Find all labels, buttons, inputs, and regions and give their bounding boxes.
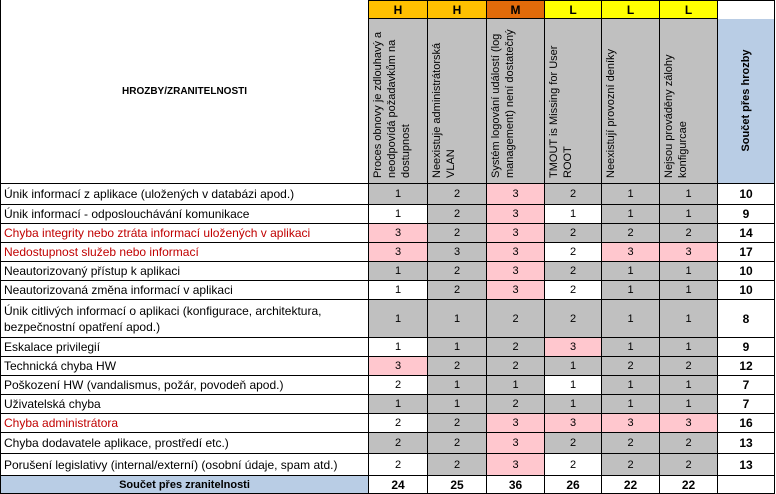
threat-row-2-sum: 9 bbox=[718, 205, 775, 224]
value-r3-c1: 3 bbox=[369, 224, 428, 243]
sum-over-vulnerabilities-label: Součet přes zranitelnosti bbox=[0, 476, 369, 494]
value-r7-c5: 1 bbox=[602, 300, 660, 338]
value-r9-c3: 2 bbox=[487, 357, 545, 376]
vulnerability-sum-3: 36 bbox=[487, 476, 545, 494]
threat-row-11-name: Uživatelská chyba bbox=[0, 395, 369, 414]
value-r11-c4: 1 bbox=[545, 395, 602, 414]
value-r2-c3: 3 bbox=[487, 205, 545, 224]
value-r6-c3: 3 bbox=[487, 281, 545, 300]
vulnerability-label-3: Systém logování událostí (log management) není dostatečný bbox=[490, 29, 516, 178]
threat-row-8-name: Eskalace privilegií bbox=[0, 338, 369, 357]
vulnerability-rating-2: H bbox=[428, 0, 487, 19]
value-r7-c2: 1 bbox=[428, 300, 487, 338]
value-r6-c6: 1 bbox=[660, 281, 718, 300]
vulnerability-sum-5: 22 bbox=[602, 476, 660, 494]
value-r14-c5: 2 bbox=[602, 454, 660, 476]
value-r6-c2: 2 bbox=[428, 281, 487, 300]
value-r8-c4: 3 bbox=[545, 338, 602, 357]
threat-row-12-sum: 16 bbox=[718, 414, 775, 433]
value-r1-c6: 1 bbox=[660, 184, 718, 205]
value-r7-c6: 1 bbox=[660, 300, 718, 338]
value-r11-c5: 1 bbox=[602, 395, 660, 414]
value-r1-c2: 2 bbox=[428, 184, 487, 205]
value-r13-c1: 2 bbox=[369, 433, 428, 454]
value-r7-c3: 2 bbox=[487, 300, 545, 338]
vulnerability-rating-1: H bbox=[369, 0, 428, 19]
sum-over-threats-label: Součet přes hrozby bbox=[740, 49, 752, 152]
vulnerability-sum-2: 25 bbox=[428, 476, 487, 494]
value-r2-c2: 2 bbox=[428, 205, 487, 224]
vulnerability-label-4: TMOUT is Missing for User ROOT bbox=[548, 45, 574, 178]
vulnerability-header-2 bbox=[428, 19, 487, 184]
value-r11-c6: 1 bbox=[660, 395, 718, 414]
value-r3-c5: 2 bbox=[602, 224, 660, 243]
value-r3-c6: 2 bbox=[660, 224, 718, 243]
vulnerability-label-1: Proces obnovy je zdlouhavý a neodpovídá požadavkům na dostupnost bbox=[372, 31, 412, 178]
threat-row-5-sum: 10 bbox=[718, 262, 775, 281]
value-r4-c6: 3 bbox=[660, 243, 718, 262]
vulnerability-header-3 bbox=[487, 19, 545, 184]
value-r9-c2: 2 bbox=[428, 357, 487, 376]
threat-row-9-name: Technická chyba HW bbox=[0, 357, 369, 376]
vulnerability-label-6: Nejsou prováděny zálohy konfigurcae bbox=[663, 54, 689, 178]
value-r1-c3: 3 bbox=[487, 184, 545, 205]
vulnerability-header-4 bbox=[545, 19, 602, 184]
value-r14-c3: 3 bbox=[487, 454, 545, 476]
value-r14-c4: 2 bbox=[545, 454, 602, 476]
value-r10-c5: 1 bbox=[602, 376, 660, 395]
vulnerability-header-1 bbox=[369, 19, 428, 184]
value-r11-c3: 2 bbox=[487, 395, 545, 414]
value-r14-c1: 2 bbox=[369, 454, 428, 476]
value-r12-c3: 3 bbox=[487, 414, 545, 433]
threat-row-13-sum: 13 bbox=[718, 433, 775, 454]
value-r9-c4: 1 bbox=[545, 357, 602, 376]
threat-row-14-name: Porušení legislativy (internal/externí) (osobní údaje, spam atd.) bbox=[0, 454, 369, 476]
value-r10-c3: 1 bbox=[487, 376, 545, 395]
value-r4-c2: 3 bbox=[428, 243, 487, 262]
threat-row-4-sum: 17 bbox=[718, 243, 775, 262]
threat-row-3-name: Chyba integrity nebo ztráta informací uložených v aplikaci bbox=[0, 224, 369, 243]
vulnerability-sum-1: 24 bbox=[369, 476, 428, 494]
value-r11-c1: 1 bbox=[369, 395, 428, 414]
value-r3-c2: 2 bbox=[428, 224, 487, 243]
value-r4-c4: 2 bbox=[545, 243, 602, 262]
value-r6-c4: 2 bbox=[545, 281, 602, 300]
value-r14-c2: 2 bbox=[428, 454, 487, 476]
value-r1-c1: 1 bbox=[369, 184, 428, 205]
value-r11-c2: 1 bbox=[428, 395, 487, 414]
value-r8-c6: 1 bbox=[660, 338, 718, 357]
value-r5-c4: 2 bbox=[545, 262, 602, 281]
value-r10-c4: 1 bbox=[545, 376, 602, 395]
value-r1-c5: 1 bbox=[602, 184, 660, 205]
vulnerability-rating-3: M bbox=[487, 0, 545, 19]
value-r10-c2: 1 bbox=[428, 376, 487, 395]
value-r2-c4: 1 bbox=[545, 205, 602, 224]
value-r4-c5: 3 bbox=[602, 243, 660, 262]
value-r5-c3: 3 bbox=[487, 262, 545, 281]
value-r1-c4: 2 bbox=[545, 184, 602, 205]
threat-row-5-name: Neautorizovaný přístup k aplikaci bbox=[0, 262, 369, 281]
value-r8-c5: 1 bbox=[602, 338, 660, 357]
value-r5-c1: 1 bbox=[369, 262, 428, 281]
value-r3-c4: 2 bbox=[545, 224, 602, 243]
vulnerability-label-5: Neexistují provozní deníky bbox=[605, 48, 617, 178]
value-r12-c1: 2 bbox=[369, 414, 428, 433]
value-r12-c2: 2 bbox=[428, 414, 487, 433]
value-r8-c3: 2 bbox=[487, 338, 545, 357]
threat-row-12-name: Chyba administrátora bbox=[0, 414, 369, 433]
threat-row-10-name: Poškození HW (vandalismus, požár, povodeň apod.) bbox=[0, 376, 369, 395]
value-r7-c4: 2 bbox=[545, 300, 602, 338]
threat-row-14-sum: 13 bbox=[718, 454, 775, 476]
value-r2-c6: 1 bbox=[660, 205, 718, 224]
value-r5-c6: 1 bbox=[660, 262, 718, 281]
value-r10-c6: 1 bbox=[660, 376, 718, 395]
value-r14-c6: 2 bbox=[660, 454, 718, 476]
threat-row-7-sum: 8 bbox=[718, 300, 775, 338]
threat-row-8-sum: 9 bbox=[718, 338, 775, 357]
value-r4-c1: 3 bbox=[369, 243, 428, 262]
vulnerability-header-5 bbox=[602, 19, 660, 184]
threat-row-6-sum: 10 bbox=[718, 281, 775, 300]
value-r3-c3: 3 bbox=[487, 224, 545, 243]
value-r6-c1: 1 bbox=[369, 281, 428, 300]
threats-vulnerabilities-header: HROZBY/ZRANITELNOSTI bbox=[0, 0, 369, 184]
threat-row-13-name: Chyba dodavatele aplikace, prostředí etc.) bbox=[0, 433, 369, 454]
vulnerability-rating-4: L bbox=[545, 0, 602, 19]
threat-row-3-sum: 14 bbox=[718, 224, 775, 243]
vulnerability-rating-6: L bbox=[660, 0, 718, 19]
value-r13-c6: 2 bbox=[660, 433, 718, 454]
threat-row-10-sum: 7 bbox=[718, 376, 775, 395]
threat-row-11-sum: 7 bbox=[718, 395, 775, 414]
threat-row-1-sum: 10 bbox=[718, 184, 775, 205]
value-r9-c6: 2 bbox=[660, 357, 718, 376]
threat-row-1-name: Únik informací z aplikace (uložených v databázi apod.) bbox=[0, 184, 369, 205]
threat-row-2-name: Únik informací - odposlouchávání komunikace bbox=[0, 205, 369, 224]
threat-row-4-name: Nedostupnost služeb nebo informací bbox=[0, 243, 369, 262]
value-r13-c4: 2 bbox=[545, 433, 602, 454]
value-r4-c3: 3 bbox=[487, 243, 545, 262]
value-r2-c1: 1 bbox=[369, 205, 428, 224]
value-r5-c2: 2 bbox=[428, 262, 487, 281]
value-r8-c2: 1 bbox=[428, 338, 487, 357]
value-r12-c5: 3 bbox=[602, 414, 660, 433]
value-r12-c4: 3 bbox=[545, 414, 602, 433]
vulnerability-label-2: Neexistuje administrátorská VLAN bbox=[431, 42, 457, 178]
value-r8-c1: 1 bbox=[369, 338, 428, 357]
value-r13-c5: 2 bbox=[602, 433, 660, 454]
value-r10-c1: 2 bbox=[369, 376, 428, 395]
value-r7-c1: 1 bbox=[369, 300, 428, 338]
value-r2-c5: 1 bbox=[602, 205, 660, 224]
value-r13-c3: 3 bbox=[487, 433, 545, 454]
value-r9-c5: 2 bbox=[602, 357, 660, 376]
footer-blank-cell bbox=[718, 476, 775, 494]
sum-over-threats-header bbox=[718, 19, 775, 184]
vulnerability-rating-5: L bbox=[602, 0, 660, 19]
value-r9-c1: 3 bbox=[369, 357, 428, 376]
threat-row-9-sum: 12 bbox=[718, 357, 775, 376]
value-r13-c2: 2 bbox=[428, 433, 487, 454]
vulnerability-sum-4: 26 bbox=[545, 476, 602, 494]
threat-row-7-name: Únik citlivých informací o aplikaci (konfigurace, architektura, bezpečnostní opatření apod.) bbox=[0, 300, 369, 338]
sum-header-top-blank bbox=[718, 0, 775, 19]
vulnerability-sum-6: 22 bbox=[660, 476, 718, 494]
value-r12-c6: 3 bbox=[660, 414, 718, 433]
value-r5-c5: 1 bbox=[602, 262, 660, 281]
vulnerability-header-6 bbox=[660, 19, 718, 184]
value-r6-c5: 1 bbox=[602, 281, 660, 300]
threat-row-6-name: Neautorizovaná změna informací v aplikaci bbox=[0, 281, 369, 300]
